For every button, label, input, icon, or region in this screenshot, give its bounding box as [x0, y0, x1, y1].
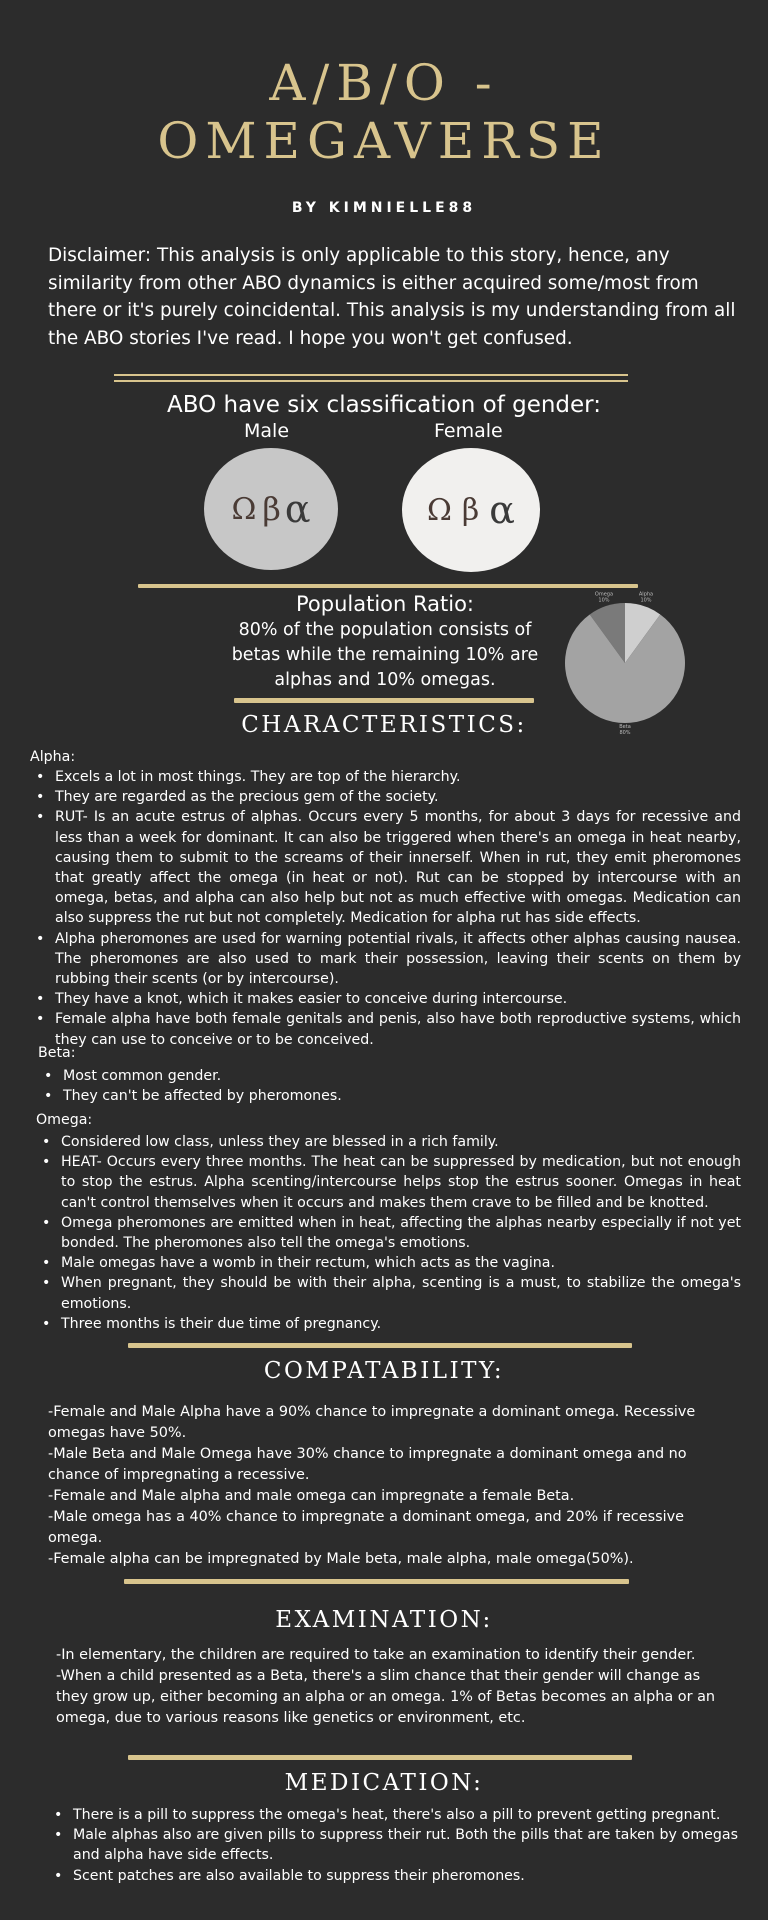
pie-label-omega: 10% — [598, 597, 610, 604]
characteristics-heading: CHARACTERISTICS: — [241, 712, 527, 738]
beta-symbol: β — [262, 490, 281, 528]
pie-label-omega: Omega — [594, 591, 614, 598]
medication-heading: MEDICATION: — [284, 1770, 484, 1796]
beta-label: Beta: — [38, 1045, 76, 1061]
title-line-1: A/B/O - — [269, 54, 499, 112]
list-item: • Considered low class, unless they are blessed in a rich family. — [36, 1132, 741, 1152]
list-item: • Scent patches are also available to suppress their pheromones. — [48, 1866, 738, 1886]
compatability-list — [48, 1402, 738, 1570]
pie-label-beta: 80% — [619, 730, 631, 736]
list-item: • RUT- Is an acute estrus of alphas. Occurs every 5 months, for about 3 days for recessive and less than a week for dominant. It can also be triggered when there's an omega in heat nearby, causing them to submit to the screams of their innerself. When in rut, they emit pheromones that greatly affect the omega (in heat or not). Rut can be stopped by intercourse with an omega, betas, and alpha can also help but not as much effective with omegas. Medication can also suppress the rut but not completely. Medication for alpha rut has side effects. — [30, 807, 741, 928]
divider — [124, 1579, 629, 1584]
list-item: • When pregnant, they should be with their alpha, scenting is a must, to stabilize the omega's emotions. — [36, 1273, 741, 1313]
population-text: 80% of the population consists of betas while the remaining 10% are alphas and 10% omegas. — [231, 620, 539, 690]
population-title: Population Ratio: — [296, 592, 474, 616]
omega-symbol: Ω — [231, 491, 257, 527]
title-line-2: OMEGAVERSE — [157, 112, 611, 170]
divider — [128, 1755, 632, 1760]
list-item: • Female alpha have both female genitals and penis, also have both reproductive systems, which they can use to conceive or to be conceived. — [30, 1009, 741, 1049]
alpha-symbol: α — [489, 488, 515, 532]
pie-label-alpha: 10% — [640, 597, 652, 604]
list-item: • They can't be affected by pheromones. — [38, 1086, 538, 1106]
list-item: -When a child presented as a Beta, there's a slim chance that their gender will change as they grow up, either becoming an alpha or an omega. 1% of Betas becomes an alpha or an omega, due to various reasons like genetics or environment, etc. — [56, 1668, 716, 1726]
divider — [128, 1343, 632, 1348]
list-item: • Alpha pheromones are used for warning potential rivals, it affects other alphas causing nausea. The pheromones are also used to mark their possession, leaving their scents on them by rubbing their scents (or by intercourse). — [30, 929, 741, 990]
list-item: • They have a knot, which it makes easier to conceive during intercourse. — [30, 989, 741, 1009]
list-item: • Omega pheromones are emitted when in heat, affecting the alphas nearby especially if not yet bonded. The pheromones also tell the omega's emotions. — [36, 1213, 741, 1253]
alpha-list — [30, 767, 741, 1050]
list-item: -Male omega has a 40% chance to impregnate a dominant omega, and 20% if recessive omega. — [48, 1509, 684, 1546]
examination-heading: EXAMINATION: — [275, 1607, 493, 1633]
list-item: -Male Beta and Male Omega have 30% chance to impregnate a dominant omega and no chance of impregnating a recessive. — [48, 1446, 687, 1483]
omega-label: Omega: — [36, 1112, 93, 1128]
alpha-label: Alpha: — [30, 749, 76, 765]
author-byline: BY KIMNIELLE88 — [291, 200, 477, 216]
omega-symbol: Ω — [427, 492, 452, 528]
male-symbols-circle — [204, 448, 338, 570]
pie-label-beta: Beta — [619, 724, 631, 730]
list-item: -Female and Male alpha and male omega can impregnate a female Beta. — [48, 1488, 575, 1504]
divider-double — [114, 374, 628, 382]
beta-list — [38, 1066, 538, 1106]
list-item: -In elementary, the children are required to take an examination to identify their gender. — [56, 1647, 696, 1663]
list-item: -Female alpha can be impregnated by Male beta, male alpha, male omega(50%). — [48, 1551, 634, 1567]
list-item: • Male alphas also are given pills to suppress their rut. Both the pills that are taken by omegas and alpha have side effects. — [48, 1825, 738, 1865]
male-label: Male — [244, 420, 290, 442]
pie-label-alpha: Alpha — [638, 591, 654, 598]
list-item: • They are regarded as the precious gem of the society. — [30, 787, 741, 807]
female-symbols-circle — [402, 448, 540, 572]
list-item: • Excels a lot in most things. They are top of the hierarchy. — [30, 767, 741, 787]
list-item: • There is a pill to suppress the omega's heat, there's also a pill to prevent getting pregnant. — [48, 1805, 738, 1825]
examination-list — [56, 1645, 736, 1729]
list-item: • Most common gender. — [38, 1066, 538, 1086]
disclaimer-text: Disclaimer: This analysis is only applicable to this story, hence, any similarity from other ABO dynamics is either acquired some/most from there or it's purely coincidental. This analysis is my understanding from all the ABO stories I've read. I hope you won't get confused. — [48, 245, 736, 349]
list-item: -Female and Male Alpha have a 90% chance to impregnate a dominant omega. Recessive omegas have 50%. — [48, 1404, 696, 1441]
female-label: Female — [434, 420, 503, 442]
list-item: • Three months is their due time of pregnancy. — [36, 1314, 741, 1334]
compatability-heading: COMPATABILITY: — [263, 1358, 505, 1384]
medication-list — [48, 1805, 738, 1886]
divider — [234, 698, 534, 703]
list-item: • HEAT- Occurs every three months. The heat can be suppressed by medication, but not enough to stop the estrus. Alpha scenting/intercourse helps stop the estrus sooner. Omegas in heat can't control themselves when it occurs and makes them crave to be filled and be knotted. — [36, 1152, 741, 1213]
list-item: • Male omegas have a womb in their rectum, which acts as the vagina. — [36, 1253, 741, 1273]
classification-heading: ABO have six classification of gender: — [166, 392, 601, 418]
omega-list — [36, 1132, 741, 1334]
alpha-symbol: α — [284, 487, 311, 531]
beta-symbol: β — [461, 492, 480, 528]
